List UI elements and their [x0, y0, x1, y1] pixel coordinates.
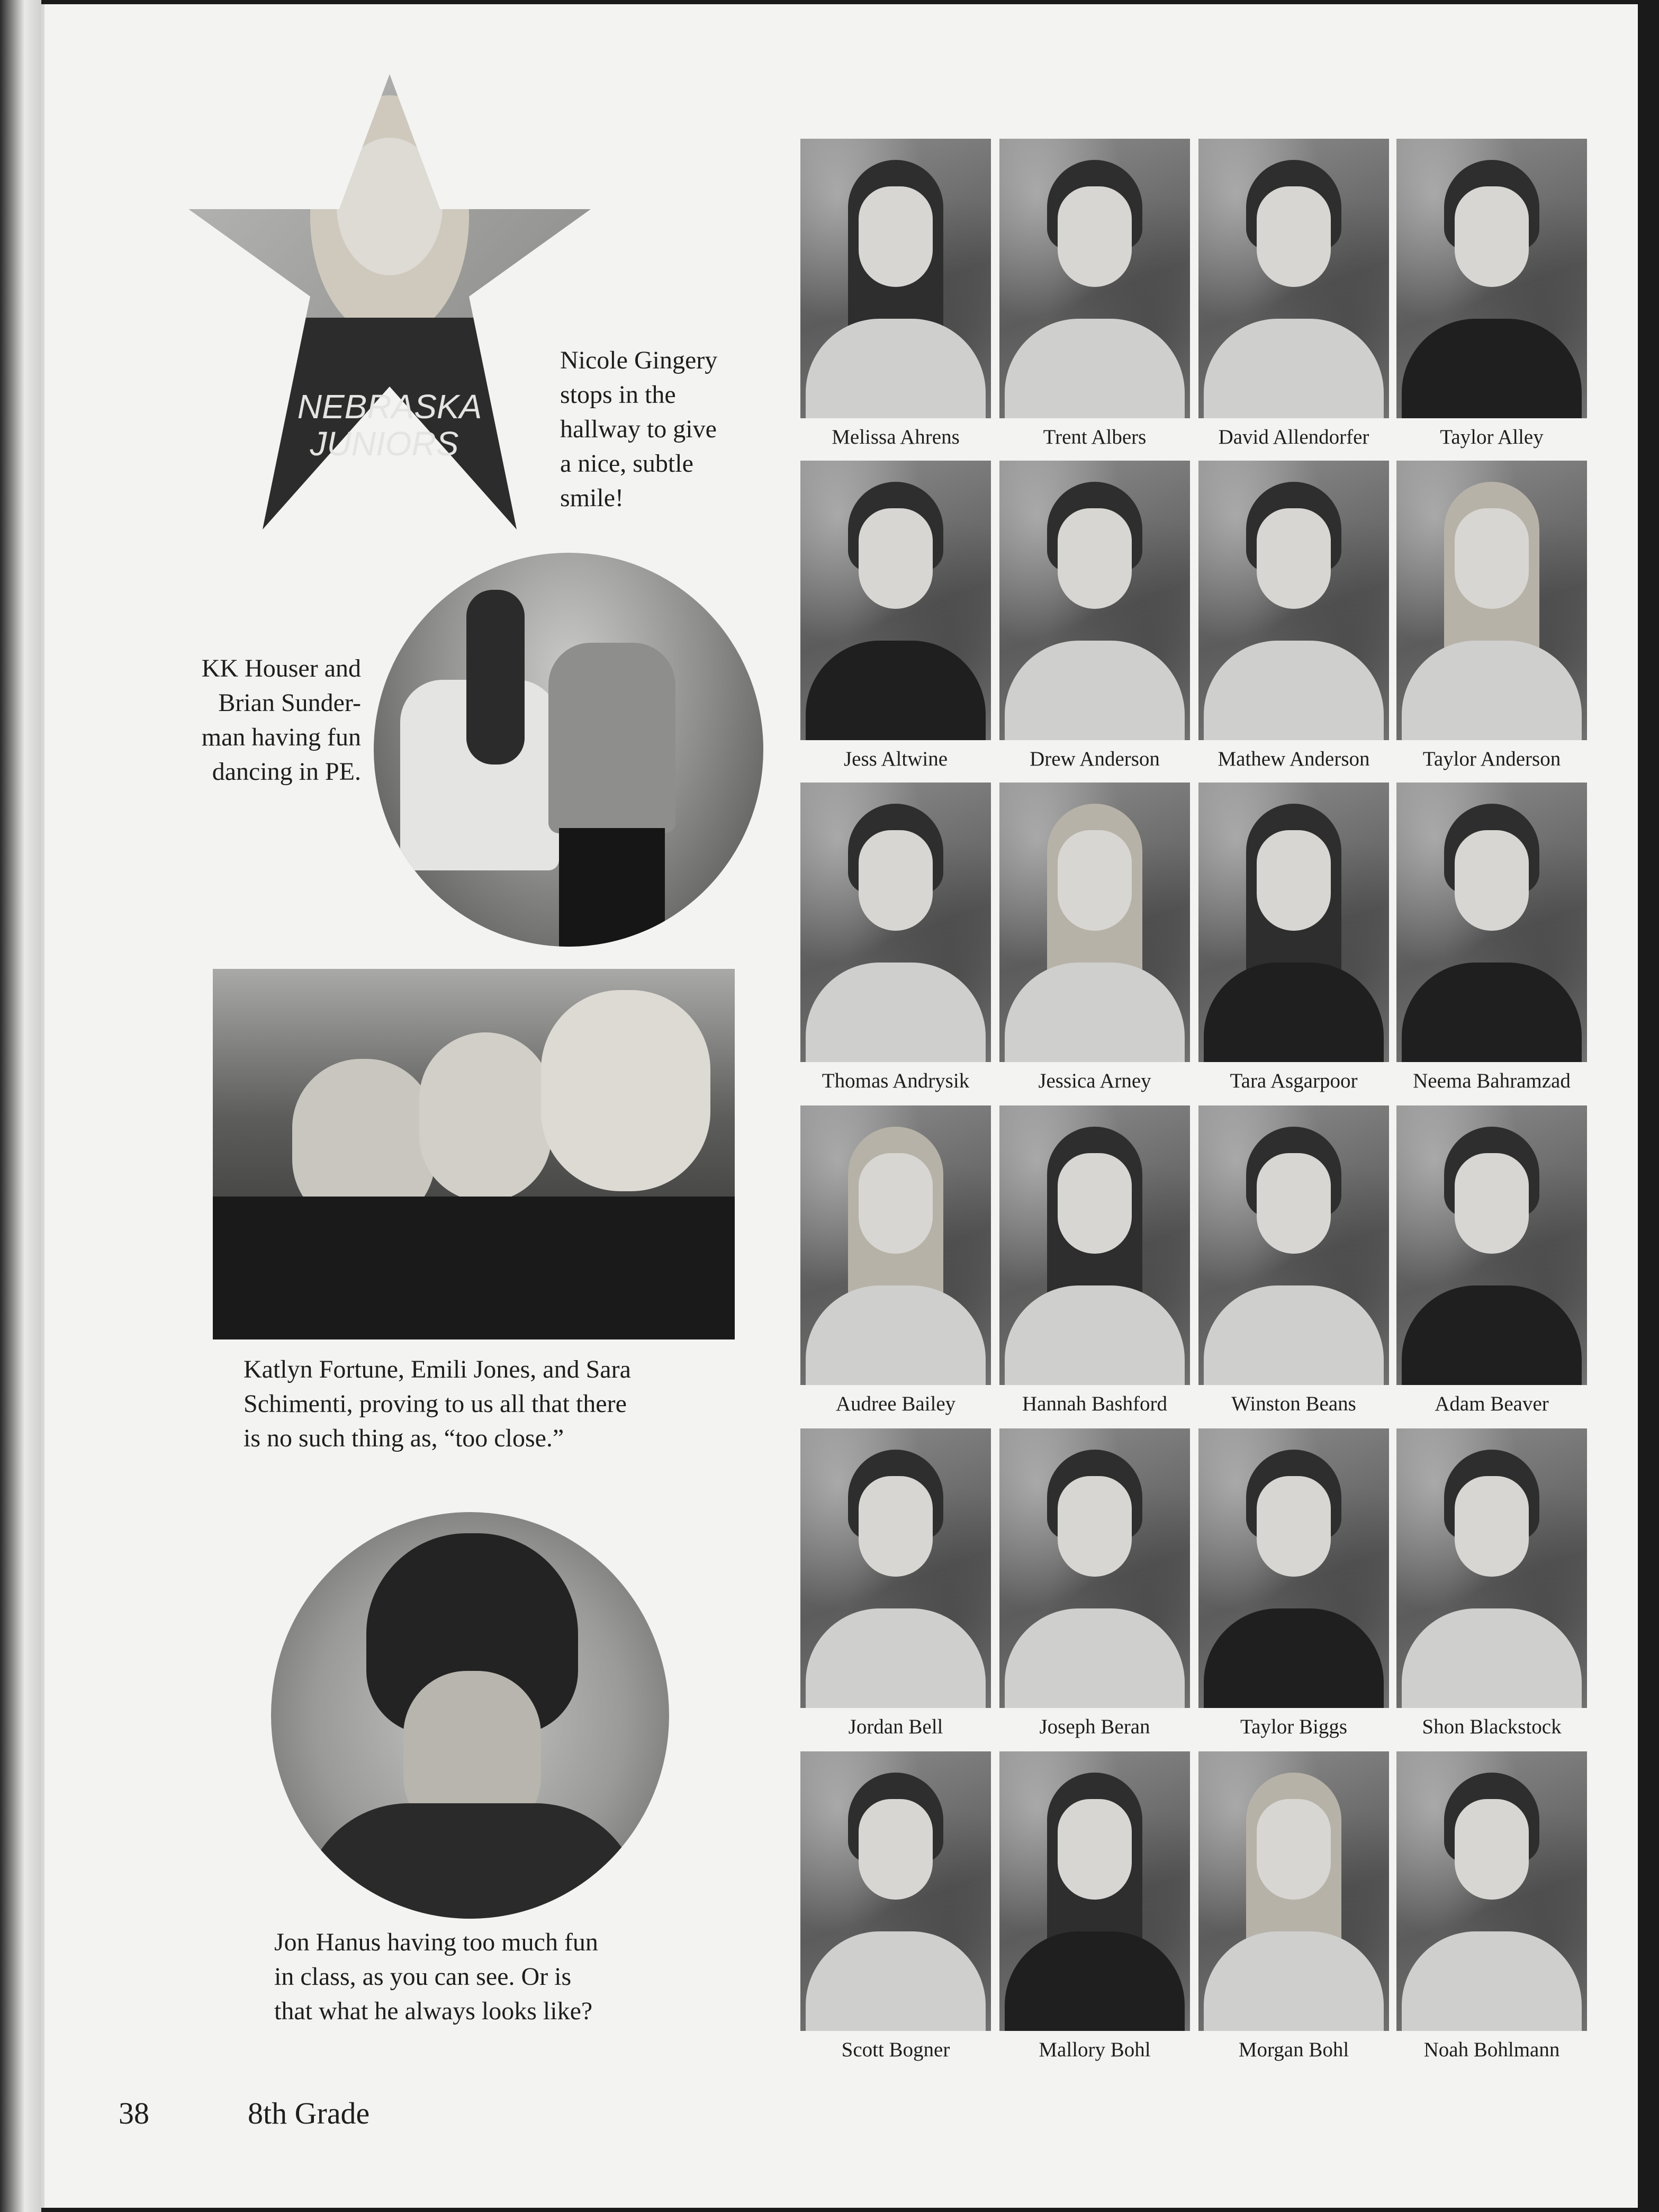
student-portrait	[1198, 1428, 1389, 1708]
student-portrait	[999, 139, 1190, 418]
yearbook-page	[41, 4, 1638, 2208]
student-name: Scott Bogner	[841, 2038, 950, 2061]
student-name: Audree Bailey	[835, 1392, 956, 1415]
student-name: Adam Beaver	[1435, 1392, 1549, 1415]
student-portrait	[1198, 1105, 1389, 1385]
student-portrait	[999, 1105, 1190, 1385]
student-name: Taylor Anderson	[1422, 748, 1561, 770]
student-name: Trent Albers	[1043, 426, 1147, 448]
student-portrait	[1396, 1751, 1587, 2031]
student-portrait	[1396, 783, 1587, 1062]
student-name: Winston Beans	[1231, 1392, 1356, 1415]
student-name: Drew Anderson	[1030, 748, 1160, 770]
star-caption: Nicole Gingery stops in the hallway to give a nice, subtle smile!	[560, 346, 718, 512]
student-portrait	[800, 1428, 991, 1708]
star-photo	[157, 69, 623, 535]
student-name: Jessica Arney	[1038, 1069, 1151, 1092]
student-name: Melissa Ahrens	[832, 426, 960, 448]
student-portrait	[1198, 783, 1389, 1062]
student-name: Thomas Andrysik	[822, 1069, 970, 1092]
student-portrait	[999, 783, 1190, 1062]
jon-photo	[271, 1512, 669, 1919]
student-name: Mathew Anderson	[1218, 748, 1370, 770]
student-portrait	[800, 461, 991, 740]
student-name: Morgan Bohl	[1238, 2038, 1349, 2061]
student-portrait	[800, 1105, 991, 1385]
student-name: Shon Blackstock	[1422, 1715, 1562, 1738]
student-portrait	[800, 139, 991, 418]
student-portrait	[1198, 139, 1389, 418]
student-portrait	[1198, 461, 1389, 740]
student-portrait	[1396, 139, 1587, 418]
student-name: Hannah Bashford	[1022, 1392, 1167, 1415]
shirt-text-line-1: NEBRASKA	[297, 388, 482, 426]
dance-caption: KK Houser and Brian Sunder- man having fun dancing in PE.	[201, 654, 361, 786]
jon-caption: Jon Hanus having too much fun in class, as you can see. Or is that what he always looks like?	[274, 1928, 598, 2025]
student-name: David Allendorfer	[1218, 426, 1369, 448]
dance-photo	[374, 553, 763, 947]
student-name: Joseph Beran	[1039, 1715, 1150, 1738]
student-name: Noah Bohlmann	[1423, 2038, 1560, 2061]
student-portrait	[999, 1751, 1190, 2031]
student-name: Neema Bahramzad	[1413, 1069, 1571, 1092]
student-name: Tara Asgarpoor	[1230, 1069, 1358, 1092]
student-portrait	[999, 1428, 1190, 1708]
student-portrait	[800, 1751, 991, 2031]
student-portrait	[1198, 1751, 1389, 2031]
group-photo	[213, 969, 735, 1339]
student-name: Taylor Biggs	[1240, 1715, 1347, 1738]
student-portrait	[1396, 1428, 1587, 1708]
student-portrait	[1396, 461, 1587, 740]
student-portrait	[999, 461, 1190, 740]
student-name: Jess Altwine	[843, 748, 948, 770]
group-caption: Katlyn Fortune, Emili Jones, and Sara Schimenti, proving to us all that there is no such thing as, “too close.”	[244, 1355, 631, 1452]
section-title: 8th Grade	[248, 2096, 370, 2130]
student-name: Jordan Bell	[848, 1715, 943, 1738]
student-name: Mallory Bohl	[1039, 2038, 1151, 2061]
student-portrait	[800, 783, 991, 1062]
student-portrait	[1396, 1105, 1587, 1385]
shirt-text-line-2: JUNIORS	[310, 425, 459, 463]
page-number: 38	[119, 2096, 149, 2130]
student-name: Taylor Alley	[1440, 426, 1544, 448]
page-edge	[0, 0, 41, 2212]
